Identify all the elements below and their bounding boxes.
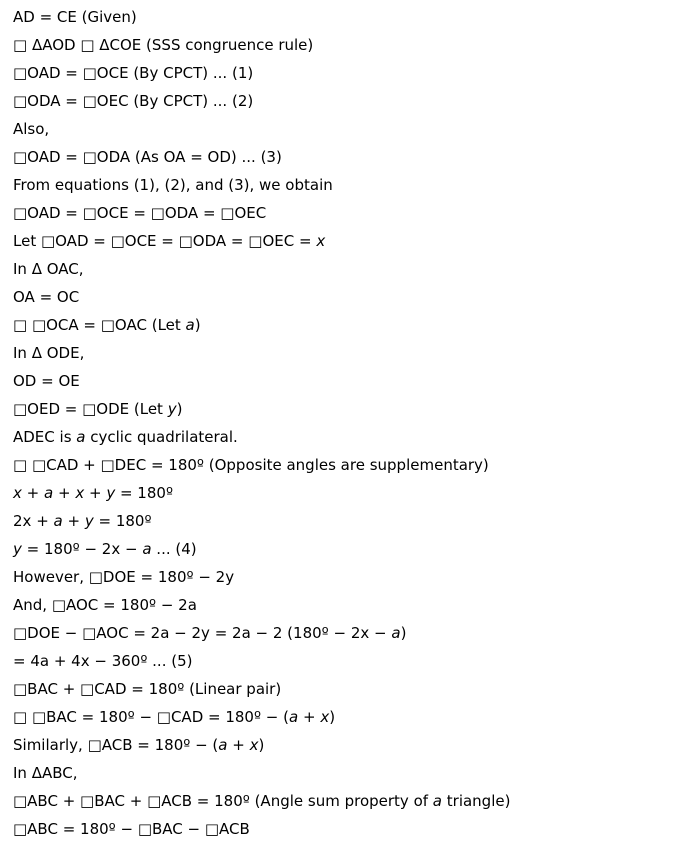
- text-line: □ ΔAOD □ ΔCOE (SSS congruence rule): [13, 36, 314, 54]
- text-line: = 4a + 4x − 360º ... (5): [13, 652, 193, 670]
- text-line: □ABC = 180º − □BAC − □ACB: [13, 820, 250, 838]
- text-line: ADEC is a cyclic quadrilateral.: [13, 428, 238, 446]
- text-line: x + a + x + y = 180º: [13, 484, 174, 502]
- text-line: □ □CAD + □DEC = 180º (Opposite angles are supplementary): [13, 456, 489, 474]
- text-line: Let □OAD = □OCE = □ODA = □OEC = x: [13, 232, 326, 250]
- solution-text: [13, 3, 681, 843]
- text-line: □ □OCA = □OAC (Let a): [13, 316, 201, 334]
- text-line: □DOE − □AOC = 2a − 2y = 2a − 2 (180º − 2x − a): [13, 624, 407, 642]
- text-line: Also,: [13, 120, 50, 138]
- text-line: □OAD = □ODA (As OA = OD) ... (3): [13, 148, 282, 166]
- text-line: □ □BAC = 180º − □CAD = 180º − (a + x): [13, 708, 336, 726]
- text-line: OD = OE: [13, 372, 80, 390]
- text-line: □ODA = □OEC (By CPCT) ... (2): [13, 92, 254, 110]
- text-line: And, □AOC = 180º − 2a: [13, 596, 197, 614]
- text-line: y = 180º − 2x − a ... (4): [13, 540, 197, 558]
- text-line: In Δ ODE,: [13, 344, 85, 362]
- text-line: In Δ OAC,: [13, 260, 84, 278]
- text-line: In ΔABC,: [13, 764, 78, 782]
- text-line: AD = CE (Given): [13, 8, 137, 26]
- text-line: □OED = □ODE (Let y): [13, 400, 183, 418]
- text-line: Similarly, □ACB = 180º − (a + x): [13, 736, 265, 754]
- text-line: However, □DOE = 180º − 2y: [13, 568, 235, 586]
- text-line: □BAC + □CAD = 180º (Linear pair): [13, 680, 282, 698]
- text-line: 2x + a + y = 180º: [13, 512, 152, 530]
- text-line: □OAD = □OCE = □ODA = □OEC: [13, 204, 267, 222]
- text-line: From equations (1), (2), and (3), we obtain: [13, 176, 333, 194]
- text-line: OA = OC: [13, 288, 80, 306]
- text-line: □OAD = □OCE (By CPCT) ... (1): [13, 64, 254, 82]
- text-line: □ABC + □BAC + □ACB = 180º (Angle sum property of a triangle): [13, 792, 511, 810]
